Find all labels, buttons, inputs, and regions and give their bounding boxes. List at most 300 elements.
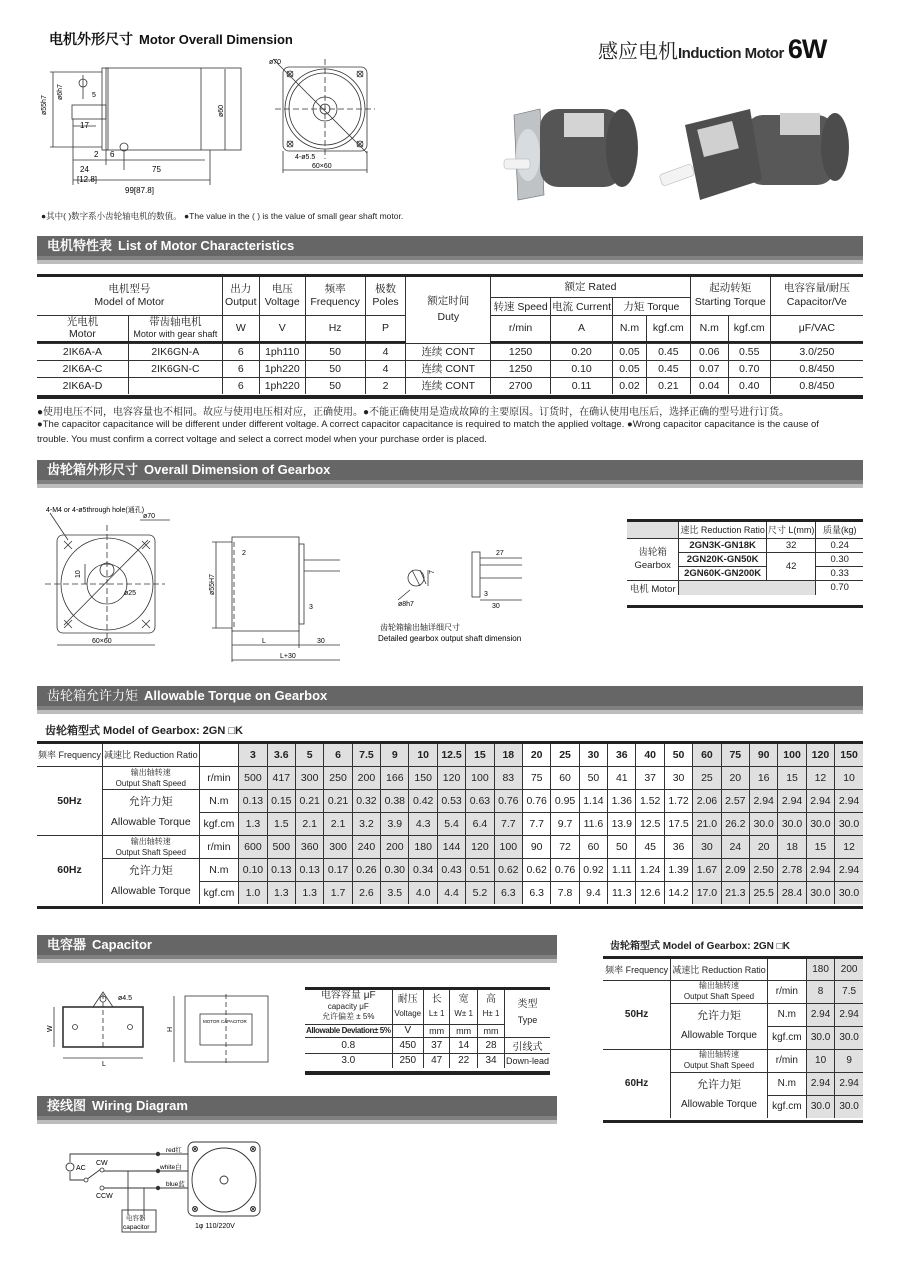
ratio-cell: 30 <box>579 744 607 766</box>
cell-value: 0.76 <box>551 858 579 881</box>
ratio-cell: 7.5 <box>352 744 380 766</box>
hdr-volt-en: Voltage <box>394 1008 422 1018</box>
cell-value: 1.36 <box>608 789 636 812</box>
cell-start-kgf: 0.70 <box>728 360 770 377</box>
label-white: white白 <box>160 1164 182 1171</box>
cell-motor-mass: 0.70 <box>816 580 863 595</box>
cell-value: 30.0 <box>835 1026 863 1049</box>
gearbox-model-label: 齿轮箱型式 Model of Gearbox: 2GN □K <box>45 725 243 737</box>
cell-value: 0.92 <box>579 858 607 881</box>
cell-value: 9.7 <box>551 812 579 835</box>
cell-value: 4.4 <box>437 881 465 904</box>
label-d75: 75 <box>152 165 161 174</box>
ratio-cell: 75 <box>721 744 749 766</box>
cell-torque-nm: 0.05 <box>613 360 647 377</box>
cell-value: 50 <box>608 835 636 858</box>
cell-value: 200 <box>381 835 409 858</box>
hdr-volt-cn: 耐压 <box>397 993 418 1005</box>
table-row <box>603 1049 863 1072</box>
desc-speed <box>103 766 200 789</box>
ratio-cell: 25 <box>551 744 579 766</box>
hdr-torque: 力矩 Torque <box>613 297 691 315</box>
cell-output: 6 <box>222 360 259 377</box>
cell-value: 2.94 <box>806 789 834 812</box>
cell-ratio: 2GN60K-GN200K <box>679 566 767 580</box>
section-title-cn: 齿轮箱外形尺寸 <box>47 462 139 477</box>
cell-voltage: 1ph220 <box>259 377 305 394</box>
motor-side-drawing <box>40 55 240 205</box>
hdr-mass: 质量(kg) <box>816 522 863 538</box>
cell-mass: 0.24 <box>816 538 863 552</box>
cell-value: 30.0 <box>749 812 777 835</box>
cell-value: 37 <box>636 766 664 789</box>
cell-value: 4.3 <box>409 812 437 835</box>
cell-value: 0.42 <box>409 789 437 812</box>
cell-l: 47 <box>424 1053 450 1068</box>
hdr-dev-en: Allowable Deviation± 5% <box>306 1026 391 1035</box>
cell-value: 2.1 <box>324 812 352 835</box>
cell-value: 30 <box>693 835 721 858</box>
cell-value: 0.63 <box>466 789 494 812</box>
speed-cn: 输出轴转速 <box>698 1050 739 1059</box>
cell-value: 417 <box>267 766 295 789</box>
cell-value: 21.0 <box>693 812 721 835</box>
cell-value: 21.3 <box>721 881 749 904</box>
gearbox-dimension-section-header <box>37 460 863 488</box>
cell-value: 1.24 <box>636 858 664 881</box>
cell-value: 30.0 <box>806 881 834 904</box>
cell-value: 7.7 <box>522 812 550 835</box>
hdr-hgt-cn: 高 <box>486 993 496 1005</box>
unit-cap: μF/VAC <box>770 315 863 342</box>
label-total-length: 99[87.8] <box>125 186 154 195</box>
table-row <box>37 766 863 789</box>
ratio-cell: 18 <box>494 744 522 766</box>
cell-value: 2.1 <box>295 812 323 835</box>
cell-start-kgf: 0.55 <box>728 343 770 360</box>
cell-start-nm: 0.07 <box>690 360 728 377</box>
cell-output: 6 <box>222 377 259 394</box>
label-flange: ø55H7 <box>209 573 216 595</box>
hdr-unit-blank <box>199 744 239 766</box>
header-row <box>305 990 550 1024</box>
cell-value: 6.3 <box>494 881 522 904</box>
cell-value: 14.2 <box>664 881 692 904</box>
torque-cn: 允许力矩 <box>128 864 173 877</box>
wiring-diagram <box>60 1140 280 1235</box>
hdr-poles-cn: 极数 <box>375 283 397 296</box>
section-title-en: Capacitor <box>92 937 152 952</box>
cell-current: 0.11 <box>551 377 613 394</box>
table-row <box>37 343 863 360</box>
cell-value: 2.94 <box>835 1072 863 1095</box>
product-title <box>598 34 826 65</box>
cell-value: 3.2 <box>352 812 380 835</box>
cell-value: 28.4 <box>778 881 806 904</box>
cell-value: 240 <box>352 835 380 858</box>
cell-mass: 0.30 <box>816 552 863 566</box>
cell-value: 5.4 <box>437 812 465 835</box>
label-ccw: CCW <box>96 1193 113 1200</box>
cell-gear <box>128 377 222 394</box>
note-cn: ●其中( )数字系小齿轮轴电机的数值。 <box>41 211 182 221</box>
product-power: 6W <box>787 34 827 64</box>
cell-value: 2.06 <box>693 789 721 812</box>
cell-value: 0.38 <box>381 789 409 812</box>
label-H: H <box>167 1026 174 1032</box>
label-flange-dia: ø55h7 <box>41 95 48 115</box>
cell-speed: 1250 <box>491 343 551 360</box>
cell-l: 37 <box>424 1037 450 1053</box>
table-row <box>37 789 863 812</box>
cell-value: 0.51 <box>466 858 494 881</box>
cell-value: 1.7 <box>324 881 352 904</box>
label-L: L <box>102 1061 106 1068</box>
cell-value: 2.94 <box>806 1003 834 1026</box>
hdr-freq: 频率 Frequency <box>603 959 671 980</box>
cell-value: 30.0 <box>835 1095 863 1118</box>
table-row <box>627 538 863 552</box>
unit-nm: N.m <box>767 1003 806 1026</box>
product-title-en: Induction Motor <box>678 45 784 62</box>
cell-value: 5.2 <box>466 881 494 904</box>
cell-value: 26.2 <box>721 812 749 835</box>
unit-voltage: V <box>259 315 305 342</box>
cell-value: 4.0 <box>409 881 437 904</box>
label-d30: 30 <box>317 638 325 645</box>
unit-kgf: kgf.cm <box>199 881 239 904</box>
unit-speed: r/min <box>199 835 239 858</box>
gearbox-mass-table <box>627 522 863 595</box>
cell-value: 1.3 <box>267 881 295 904</box>
cell-value: 0.13 <box>267 858 295 881</box>
cell-value: 166 <box>381 766 409 789</box>
torque-cn: 允许力矩 <box>128 795 173 808</box>
cell-value: 500 <box>239 766 267 789</box>
speed-cn: 输出轴转速 <box>698 981 739 990</box>
hdr-motor-en: Motor <box>69 328 96 341</box>
speed-en: Output Shaft Speed <box>115 847 186 857</box>
hdr-cap-cn: 电容容量/耐压 <box>783 282 850 295</box>
ratio-cell: 180 <box>806 959 834 980</box>
label-d30b: 30 <box>492 603 500 610</box>
hdr-cap-cn: 电容容量 μF <box>320 990 376 1001</box>
section-title-cn: 接线图 <box>47 1098 87 1113</box>
ratio-cell: 5 <box>295 744 323 766</box>
cell-value: 11.6 <box>579 812 607 835</box>
ratio-cell: 40 <box>636 744 664 766</box>
cell-value: 10 <box>806 1049 834 1072</box>
label-d2: 2 <box>242 550 246 557</box>
cell-value: 0.53 <box>437 789 465 812</box>
allowable-torque-table <box>37 744 863 904</box>
table-row <box>37 377 863 394</box>
cell-value: 0.10 <box>239 858 267 881</box>
torque-en: Allowable Torque <box>110 884 191 897</box>
header-row <box>603 959 863 980</box>
ratio-cell: 100 <box>778 744 806 766</box>
unit-poles: P <box>365 315 406 342</box>
cell-value: 2.6 <box>352 881 380 904</box>
cell-value: 20 <box>721 766 749 789</box>
ratio-cell: 200 <box>835 959 863 980</box>
gearbox-model-label-ext: 齿轮箱型式 Model of Gearbox: 2GN □K <box>610 941 790 952</box>
ratio-cell: 20 <box>522 744 550 766</box>
unit-freq: Hz <box>305 315 365 342</box>
unit-speed: r/min <box>491 315 551 342</box>
gearmotor-photo <box>659 109 849 200</box>
cell-value: 2.78 <box>778 858 806 881</box>
ratio-cell: 3.6 <box>267 744 295 766</box>
section-title-cn: 电机特性表 <box>47 238 113 253</box>
cell-w: 22 <box>450 1053 478 1068</box>
label-d3: 3 <box>309 604 313 611</box>
hdr-freq-cn: 频率 <box>324 283 346 296</box>
cell-torque-nm: 0.02 <box>613 377 647 394</box>
table-row <box>627 580 863 595</box>
characteristics-note-en-2: trouble. You must confirm a correct voltage and select a correct model when your purchase order is placed. <box>37 434 487 445</box>
cell-value: 250 <box>324 766 352 789</box>
hdr-start-cn: 起动转矩 <box>709 282 752 295</box>
cell-h: 28 <box>478 1037 505 1053</box>
hdr-current: 电流 Current <box>551 297 613 315</box>
cell-value: 30.0 <box>835 812 863 835</box>
cell-duty: 连续 CONT <box>406 377 491 394</box>
cell-value: 1.0 <box>239 881 267 904</box>
cell-value: 20 <box>749 835 777 858</box>
cell-value: 2.50 <box>749 858 777 881</box>
hdr-cap-en: capacity μF <box>327 1001 369 1011</box>
cell-value: 12.5 <box>636 812 664 835</box>
cell-value: 30.0 <box>806 812 834 835</box>
hdr-ratio: 速比 Reduction Ratio <box>679 522 767 538</box>
cell-value: 2.94 <box>835 789 863 812</box>
label-cap-en: capacitor <box>123 1224 150 1231</box>
cell-value: 83 <box>494 766 522 789</box>
cell-value: 36 <box>664 835 692 858</box>
cell-value: 0.76 <box>522 789 550 812</box>
speed-cn: 输出轴转速 <box>130 836 171 846</box>
motor-front-drawing <box>265 55 390 180</box>
cell-value: 1.39 <box>664 858 692 881</box>
cell-value: 7.7 <box>494 812 522 835</box>
cell-torque-nm: 0.05 <box>613 343 647 360</box>
hdr-size: 尺寸 L(mm) <box>766 522 816 538</box>
label-W: W <box>47 1025 54 1032</box>
cell-voltage: 1ph220 <box>259 360 305 377</box>
cell-value: 45 <box>636 835 664 858</box>
hdr-gear-en: Motor with gear shaft <box>133 329 218 340</box>
characteristics-note-en-1: ●The capacitor capacitance will be different under different voltage. A correct capacitor capacitance is required to match the applied voltage. ●Wrong capacitor capacitance is the cause of <box>37 419 819 430</box>
cell-value: 120 <box>466 835 494 858</box>
cell-value: 6.4 <box>466 812 494 835</box>
hdr-duty-cn: 额定时间 <box>427 295 470 308</box>
cell-cap: 0.8 <box>305 1037 392 1053</box>
hdr-ratio: 减速比 Reduction Ratio <box>103 744 200 766</box>
label-d27: 27 <box>496 550 504 557</box>
cell-value: 12 <box>806 766 834 789</box>
hdr-gear-cn: 带齿轴电机 <box>149 315 202 328</box>
cell-ratio: 2GN20K-GN50K <box>679 552 767 566</box>
table-row <box>37 360 863 377</box>
capacitor-drawing <box>47 990 280 1075</box>
ratio-cell: 60 <box>693 744 721 766</box>
cell-value: 300 <box>324 835 352 858</box>
ratio-cell: 9 <box>381 744 409 766</box>
cell-value: 9 <box>835 1049 863 1072</box>
cell-poles: 4 <box>365 360 406 377</box>
hdr-type-cn: 类型 <box>517 999 538 1011</box>
cell-value: 15 <box>806 835 834 858</box>
hdr-freq: 频率 Frequency <box>37 744 103 766</box>
cell-value: 30.0 <box>806 1095 834 1118</box>
cell-value: 25.5 <box>749 881 777 904</box>
ratio-cell: 12.5 <box>437 744 465 766</box>
section-title-en: Overall Dimension of Gearbox <box>144 462 331 477</box>
cell-start-nm: 0.04 <box>690 377 728 394</box>
cell-value: 7.5 <box>835 980 863 1003</box>
freq-50hz: 50Hz <box>603 980 671 1049</box>
unit-speed: r/min <box>767 980 806 1003</box>
cell-mass: 0.33 <box>816 566 863 580</box>
cell-volt: 250 <box>392 1053 423 1068</box>
label-square: 60×60 <box>312 163 332 170</box>
label-d2: 2 <box>94 150 99 159</box>
cell-value: 2.94 <box>749 789 777 812</box>
unit-nm: N.m <box>199 789 239 812</box>
cell-torque-kgf: 0.21 <box>646 377 690 394</box>
speed-en: Output Shaft Speed <box>683 991 755 1001</box>
unit-start-nm: N.m <box>690 315 728 342</box>
hdr-start-en: Starting Torque <box>694 295 766 308</box>
speed-en: Output Shaft Speed <box>683 1060 755 1070</box>
speed-en: Output Shaft Speed <box>115 778 186 788</box>
cell-current: 0.10 <box>551 360 613 377</box>
unit-speed: r/min <box>767 1049 806 1072</box>
unit-mm-w: mm <box>450 1024 478 1037</box>
gearbox-cn: 齿轮箱 <box>638 546 667 558</box>
unit-kgf: kgf.cm <box>199 812 239 835</box>
cell-speed: 2700 <box>491 377 551 394</box>
cell-value: 7.8 <box>551 881 579 904</box>
cell-value: 1.3 <box>239 812 267 835</box>
table-row <box>603 980 863 1003</box>
hdr-hgt-en: H± 1 <box>482 1008 500 1018</box>
cell-value: 0.13 <box>239 789 267 812</box>
desc-torque <box>103 858 200 904</box>
unit-current: A <box>551 315 613 342</box>
cell-freq: 50 <box>305 377 365 394</box>
desc-speed <box>103 835 200 858</box>
cell-value: 17.0 <box>693 881 721 904</box>
hdr-motor-cn: 光电机 <box>66 315 99 328</box>
hdr-voltage-cn: 电压 <box>271 283 293 296</box>
cell-value: 0.62 <box>522 858 550 881</box>
motor-photos <box>500 85 860 215</box>
label-d6: 6 <box>110 150 115 159</box>
cell-gear: 2IK6GN-A <box>128 343 222 360</box>
unit-mm-h: mm <box>478 1024 505 1037</box>
caption-cn: 齿轮箱输出轴详细尺寸 <box>380 623 460 632</box>
ratio-cell: 120 <box>806 744 834 766</box>
gearbox-front-drawing <box>40 500 160 650</box>
cell-value: 18 <box>778 835 806 858</box>
speed-cn: 输出轴转速 <box>130 767 171 777</box>
cell-value: 600 <box>239 835 267 858</box>
header-row-1 <box>37 277 863 297</box>
cell-motor: 2IK6A-D <box>37 377 128 394</box>
cell-value: 0.30 <box>381 858 409 881</box>
mount-hole-icon <box>193 1147 198 1152</box>
cell-value: 0.32 <box>352 789 380 812</box>
cell-value: 12 <box>835 835 863 858</box>
cell-value: 200 <box>352 766 380 789</box>
section-title-cn: 齿轮箱允许力矩 <box>47 688 139 703</box>
cell-voltage: 1ph110 <box>259 343 305 360</box>
cell-value: 100 <box>466 766 494 789</box>
torque-en: Allowable Torque <box>110 815 191 828</box>
cell-value: 16 <box>749 766 777 789</box>
cell-torque-kgf: 0.45 <box>646 343 690 360</box>
label-body-dia: ø60 <box>218 104 225 117</box>
section-title-en: Allowable Torque on Gearbox <box>144 688 328 703</box>
cell-value: 2.94 <box>835 1003 863 1026</box>
cell-value: 17.5 <box>664 812 692 835</box>
cell-value: 1.5 <box>267 812 295 835</box>
label-d25: ø25 <box>124 590 137 597</box>
cell-value: 0.62 <box>494 858 522 881</box>
cell-value: 90 <box>522 835 550 858</box>
freq-60hz: 60Hz <box>603 1049 671 1118</box>
ratio-cell: 15 <box>466 744 494 766</box>
cell-value: 3.9 <box>381 812 409 835</box>
motor-dimension-note <box>41 210 403 222</box>
cell-type-cn: 引线式 <box>504 1037 550 1053</box>
cell-value: 1.67 <box>693 858 721 881</box>
unit-output: W <box>222 315 259 342</box>
cell-value: 3.5 <box>381 881 409 904</box>
hdr-freq-en: Frequency <box>310 295 360 308</box>
cell-value: 0.26 <box>352 858 380 881</box>
cell-value: 0.13 <box>295 858 323 881</box>
ratio-cell: 6 <box>324 744 352 766</box>
unit-torque-kgf: kgf.cm <box>646 315 690 342</box>
cell-value: 11.3 <box>608 881 636 904</box>
unit-mm-l: mm <box>424 1024 450 1037</box>
cell-value: 50 <box>579 766 607 789</box>
allowable-torque-section-header <box>37 686 863 714</box>
cell-duty: 连续 CONT <box>406 343 491 360</box>
hdr-rated: 额定 Rated <box>491 277 691 297</box>
hdr-output-cn: 出力 <box>230 283 252 296</box>
ratio-cell: 10 <box>409 744 437 766</box>
label-L: L <box>262 638 266 645</box>
cell-value: 0.17 <box>324 858 352 881</box>
hdr-poles-en: Poles <box>372 295 399 308</box>
product-title-cn: 感应电机 <box>598 41 678 63</box>
hdr-model-en: Model of Motor <box>94 295 165 308</box>
cell-value: 30.0 <box>778 812 806 835</box>
cell-cap: 0.8/450 <box>770 377 863 394</box>
cell-poles: 4 <box>365 343 406 360</box>
cell-value: 144 <box>437 835 465 858</box>
cell-value: 60 <box>579 835 607 858</box>
unit-nm: N.m <box>767 1072 806 1095</box>
cell-value: 0.76 <box>494 789 522 812</box>
label-d10: 10 <box>75 570 82 578</box>
cell-value: 1.3 <box>295 881 323 904</box>
cell-cap: 3.0 <box>305 1053 392 1068</box>
